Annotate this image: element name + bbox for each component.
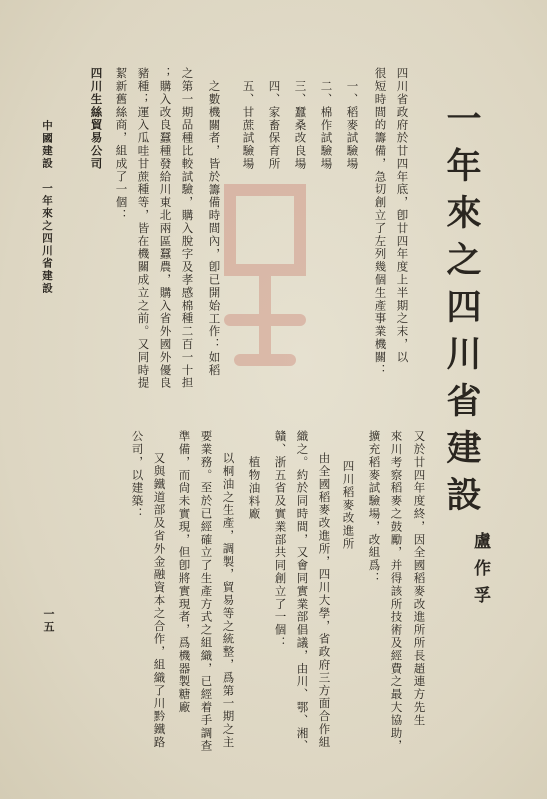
running-header: 中國建設 一年來之四川省建設 <box>41 120 53 295</box>
text-column: 之第一期品種比較試驗，購入脫字及孝感棉種二百一十担 <box>180 67 195 390</box>
text-column: ；購入改良蠶種發給川東北兩區蠶農，購入省外國外優良 <box>158 67 173 390</box>
text-column: 以桐油之生產，調製，貿易等之統整，爲第一期之主 <box>221 452 236 749</box>
company-name: 四川生絲貿易公司 <box>89 67 104 171</box>
list-item: 三、蠶桑改良場 <box>293 80 308 171</box>
text-column: 之數機關者，皆於籌備時間內，卽已開始工作：如稻 <box>207 80 222 377</box>
list-item: 五、甘蔗試驗場 <box>241 80 256 171</box>
faded-red-seal-watermark <box>210 170 320 380</box>
text-column: 擴充稻麥試驗場，改組爲： <box>367 430 382 585</box>
text-column: 要業務。至於已經確立了生產方式之組織，已經着手調查 <box>199 430 214 753</box>
text-column: 贛、浙五省及實業部共同創立了一個： <box>273 430 288 650</box>
text-column: 來川考察稻麥之鼓勵，并得該所技術及經費之最大協助， <box>389 430 404 753</box>
text-column: 由全國稻麥改進所，四川大學，省政府三方面合作組 <box>317 452 332 749</box>
text-column: 公司，以建築： <box>130 430 145 521</box>
text-column: 四川省政府於廿四年底，卽廿四年度上半期之末，以 <box>395 67 410 364</box>
article-title: 一年來之四川省建設 <box>441 100 482 523</box>
text-column: 又於廿四年度終，因全國稻麥改進所所長趙連方先生 <box>412 430 427 727</box>
text-column: 準備，而尙未實現，但卽將實現者，爲機器製糖廠 <box>177 430 192 714</box>
text-column: 又與鐵道部及省外金融資本之合作，組織了川黔鐵路 <box>152 452 167 749</box>
text-column: 很短時間的籌備，急切創立了左列幾個生產事業機關： <box>373 67 388 377</box>
institution-name: 四川稻麥改進所 <box>341 460 356 551</box>
text-column: 豬種；運入瓜哇甘蔗種等，皆在機關成立之前。又同時提 <box>136 67 151 390</box>
list-item: 二、棉作試驗場 <box>319 80 334 171</box>
list-item: 四、家畜保育所 <box>267 80 282 171</box>
institution-name: 植物油料廠 <box>247 456 262 521</box>
list-item: 一、稻麥試驗場 <box>345 80 360 171</box>
text-column: 絜新舊絲商，組成了一個： <box>114 67 129 222</box>
text-column: 織之。約於同時間，又會同實業部倡議，由川、鄂、湘、 <box>295 430 310 753</box>
page-number: 一五 <box>42 608 55 634</box>
author-name: 盧作孚 <box>470 532 490 613</box>
